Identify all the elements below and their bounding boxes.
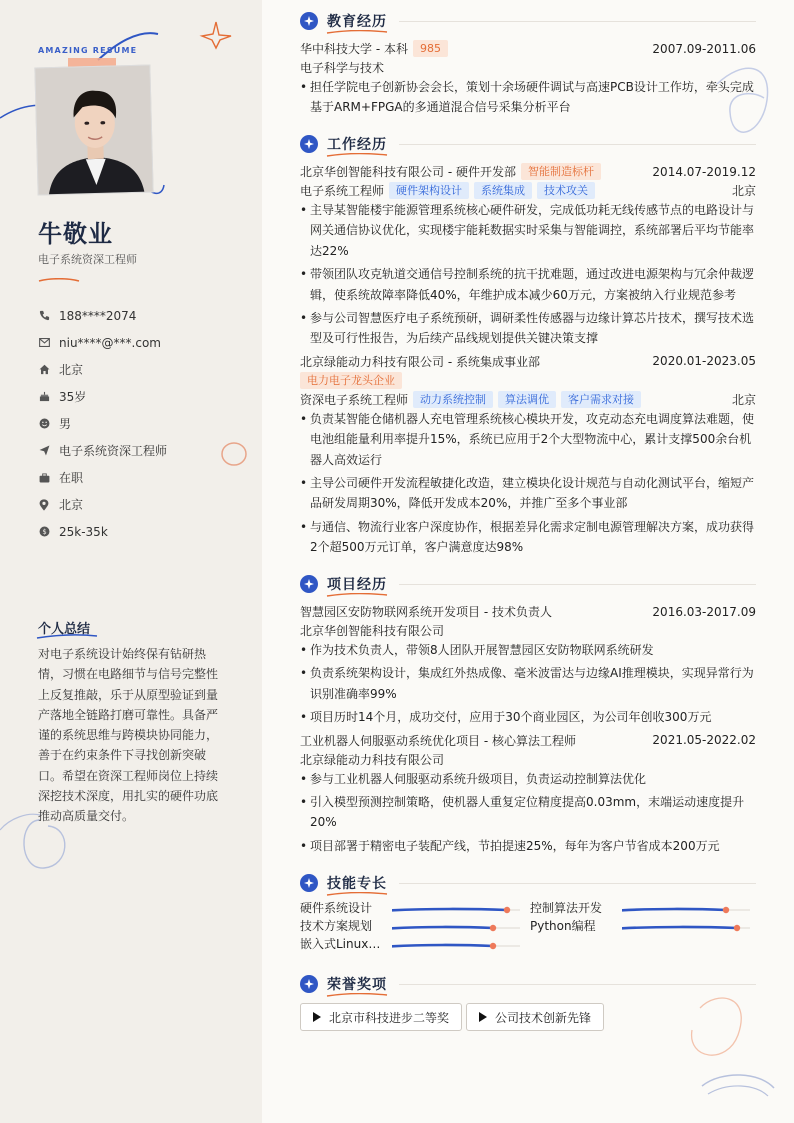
divider xyxy=(399,584,756,585)
company-tag: 电力电子龙头企业 xyxy=(300,372,402,389)
divider xyxy=(399,21,756,22)
heading-underline xyxy=(326,30,388,35)
briefcase-icon xyxy=(38,472,50,484)
work-heading: 工作经历 xyxy=(327,137,387,153)
divider xyxy=(399,883,756,884)
contact-age xyxy=(38,383,248,410)
list-item: • 项目部署于精密电子装配产线，节拍提速25%，每年为客户节省成本200万元 xyxy=(300,836,756,856)
contact-location xyxy=(38,491,248,518)
job-date: 2020.01-2023.05 xyxy=(652,354,756,369)
brand-text: AMAZING RESUME xyxy=(38,46,138,55)
contact-email xyxy=(38,329,248,356)
skills-grid xyxy=(300,898,756,952)
project-bullets xyxy=(300,640,756,728)
role: 资深电子系统工程师 xyxy=(300,392,409,407)
project-name: 智慧园区安防物联网系统开发项目 - 技术负责人 xyxy=(300,605,552,619)
role-tag: 客户需求对接 xyxy=(561,391,641,408)
skill-bar xyxy=(622,903,750,911)
phone-icon xyxy=(38,310,50,322)
role-tag: 系统集成 xyxy=(474,182,532,199)
skill-bar xyxy=(392,939,520,947)
projects-section xyxy=(300,573,756,859)
role: 电子系统工程师 xyxy=(300,184,385,198)
play-icon xyxy=(313,1012,321,1022)
school: 华中科技大学 - 本科 xyxy=(300,42,408,56)
skills-heading: 技能专长 xyxy=(327,876,387,892)
contact-status xyxy=(38,464,248,491)
project-company: 北京绿能动力科技有限公司 xyxy=(300,752,445,767)
heading-underline xyxy=(326,153,388,158)
role-tag: 算法调优 xyxy=(498,391,556,408)
list-item: • 主导某智能楼宇能源管理系统核心硬件研发，完成低功耗无线传感节点的电路设计与网关通信协议优化，实现楼宇能耗数据实时采集与智能调控，系统部署后平均节能率达22% xyxy=(300,200,756,261)
contact-age-text: 35岁 xyxy=(59,390,87,404)
education-header xyxy=(300,10,756,32)
sparkle-icon xyxy=(300,874,318,892)
title-underline xyxy=(38,278,80,282)
awards-section xyxy=(300,973,756,1031)
work-header xyxy=(300,133,756,155)
skill-name: 控制算法开发 xyxy=(530,900,603,915)
education-bullets xyxy=(300,77,756,118)
project-date: 2021.05-2022.02 xyxy=(652,733,756,748)
skill-item xyxy=(300,916,530,934)
list-item: • 参与公司智慧医疗电子系统预研，调研柔性传感器与边缘计算芯片技术，撰写技术选型及可行性报告，为后续产品线规划提供关键决策支撑 xyxy=(300,308,756,349)
award-badge xyxy=(466,1003,604,1031)
projects-header xyxy=(300,573,756,595)
skill-bar xyxy=(392,903,520,911)
contact-position xyxy=(38,437,248,464)
contact-home xyxy=(38,356,248,383)
divider xyxy=(399,144,756,145)
divider xyxy=(399,984,756,985)
person-name: 牛敬业 xyxy=(38,220,113,248)
sparkle-icon xyxy=(300,575,318,593)
role-tag: 技术攻关 xyxy=(537,182,595,199)
skill-name: Python编程 xyxy=(530,918,596,933)
list-item: • 作为技术负责人，带领8人团队开展智慧园区安防物联网系统研发 xyxy=(300,640,756,660)
project-company: 北京华创智能科技有限公司 xyxy=(300,624,445,638)
role-tag: 动力系统控制 xyxy=(413,391,493,408)
education-date: 2007.09-2011.06 xyxy=(652,41,756,56)
skill-name: 嵌入式Linux… xyxy=(300,936,381,951)
company-tag: 智能制造标杆 xyxy=(521,163,601,180)
list-item: • 项目历时14个月，成功交付，应用于30个商业园区，为公司年创收300万元 xyxy=(300,707,756,727)
contact-location-text: 北京 xyxy=(59,498,84,512)
awards-header xyxy=(300,973,756,995)
location-pin-icon xyxy=(38,499,50,511)
contact-phone xyxy=(38,302,248,329)
cake-icon xyxy=(38,391,50,403)
award-badge xyxy=(300,1003,462,1031)
list-item: • 与通信、物流行业客户深度协作，根据差异化需求定制电源管理解决方案，成功获得2个超500万元订单，客户满意度达98% xyxy=(300,517,756,558)
mail-icon xyxy=(38,337,50,349)
skill-bar xyxy=(392,921,520,929)
education-section xyxy=(300,10,756,121)
list-item: • 负责系统架构设计，集成红外热成像、毫米波雷达与边缘AI推理模块，实现异常行为识别准确率99% xyxy=(300,663,756,704)
contact-list xyxy=(38,302,248,545)
contact-salary xyxy=(38,518,248,545)
sidebar xyxy=(0,0,262,1123)
skill-item xyxy=(300,934,530,952)
school-tag: 985 xyxy=(413,40,448,57)
job-date: 2014.07-2019.12 xyxy=(652,164,756,179)
work-section xyxy=(300,133,756,561)
send-icon xyxy=(38,445,50,457)
job-header xyxy=(300,352,756,371)
project-date: 2016.03-2017.09 xyxy=(652,604,756,619)
list-item: • 主导公司硬件开发流程敏捷化改造，建立模块化设计规范与自动化测试平台，缩短产品研发周期30%，降低开发成本20%，并推广至多个事业部 xyxy=(300,473,756,514)
company: 北京华创智能科技有限公司 - 硬件开发部 xyxy=(300,165,516,179)
company-tag-row xyxy=(295,371,756,390)
project-name: 工业机器人伺服驱动系统优化项目 - 核心算法工程师 xyxy=(300,733,576,748)
contact-email-text: niu****@***.com xyxy=(59,335,161,350)
list-item: • 负责某智能仓储机器人充电管理系统核心模块开发，攻克动态充电调度算法难题，使电池组能量利用率提升15%，系统已应用于2个大型物流中心，累计支撑500余台机器人高效运行 xyxy=(300,409,756,470)
job-bullets xyxy=(300,200,756,349)
svg-text:$: $ xyxy=(41,527,47,536)
main-content xyxy=(262,0,794,1123)
skill-item xyxy=(300,898,530,916)
contact-status-text: 在职 xyxy=(59,471,84,485)
heading-underline xyxy=(326,892,388,897)
education-row xyxy=(300,39,756,58)
sparkle-icon xyxy=(300,135,318,153)
skill-item xyxy=(530,916,756,934)
skill-item xyxy=(530,898,756,916)
skill-name: 技术方案规划 xyxy=(300,918,373,933)
list-item: • 带领团队攻克轨道交通信号控制系统的抗干扰难题，通过改进电源架构与冗余仲裁逻辑，使系统故障率降低40%，年维护成本减少60万元，方案被纳入行业规范参考 xyxy=(300,264,756,305)
contact-gender xyxy=(38,410,248,437)
award-label: 公司技术创新先锋 xyxy=(495,1010,592,1025)
awards-list xyxy=(300,1003,756,1031)
skills-section xyxy=(300,872,756,952)
projects-heading: 项目经历 xyxy=(327,577,387,593)
summary-underline xyxy=(36,634,98,639)
contact-salary-text: 25k-35k xyxy=(59,524,108,539)
role-tag: 硬件架构设计 xyxy=(389,182,469,199)
awards-heading: 荣誉奖项 xyxy=(327,977,387,993)
contact-phone-text: 188****2074 xyxy=(59,308,137,323)
sparkle-icon xyxy=(300,12,318,30)
job-title: 电子系统资深工程师 xyxy=(38,253,137,266)
job-location: 北京 xyxy=(731,392,756,407)
summary-text: 对电子系统设计始终保有钻研热情，习惯在电路细节与信号完整性上反复推敲，乐于从原型验证到量产落地全链路打磨可靠性。具备严谨的系统思维与跨模块协同能力，善于在约束条件下寻找创新突破口。希望在资深工程师岗位上持续深挖技术深度，用扎实的硬件功底推动高质量交付。 xyxy=(38,647,219,824)
sparkle-icon xyxy=(300,975,318,993)
skill-name: 硬件系统设计 xyxy=(300,900,373,915)
job-bullets xyxy=(300,409,756,558)
contact-gender-text: 男 xyxy=(59,417,72,431)
project-header xyxy=(300,602,756,621)
skills-header xyxy=(300,872,756,894)
avatar xyxy=(34,65,153,196)
job-header xyxy=(300,162,756,181)
play-icon xyxy=(479,1012,487,1022)
contact-position-text: 电子系统资深工程师 xyxy=(59,444,168,458)
list-item: • 引入模型预测控制策略，使机器人重复定位精度提高0.03mm，末端运动速度提升20% xyxy=(300,792,756,833)
summary-heading: 个人总结 xyxy=(38,622,91,637)
award-label: 北京市科技进步二等奖 xyxy=(329,1010,450,1025)
smiley-icon xyxy=(38,418,50,430)
project-header xyxy=(300,731,756,750)
company: 北京绿能动力科技有限公司 - 系统集成事业部 xyxy=(300,354,540,369)
contact-home-text: 北京 xyxy=(59,363,84,377)
role-row xyxy=(300,390,756,409)
heading-underline xyxy=(326,993,388,998)
project-bullets xyxy=(300,769,756,857)
heading-underline xyxy=(326,593,388,598)
role-row xyxy=(300,181,756,200)
home-icon xyxy=(38,364,50,376)
dollar-icon xyxy=(38,526,50,538)
list-item: • 参与工业机器人伺服驱动系统升级项目，负责运动控制算法优化 xyxy=(300,769,756,789)
education-heading: 教育经历 xyxy=(327,14,387,30)
job-location: 北京 xyxy=(731,184,756,198)
skill-bar xyxy=(622,921,750,929)
major: 电子科学与技术 xyxy=(300,61,385,75)
list-item: • 担任学院电子创新协会会长，策划十余场硬件调试与高速PCB设计工作坊，牵头完成基于ARM+FPGA的多通道混合信号采集分析平台 xyxy=(300,77,756,118)
